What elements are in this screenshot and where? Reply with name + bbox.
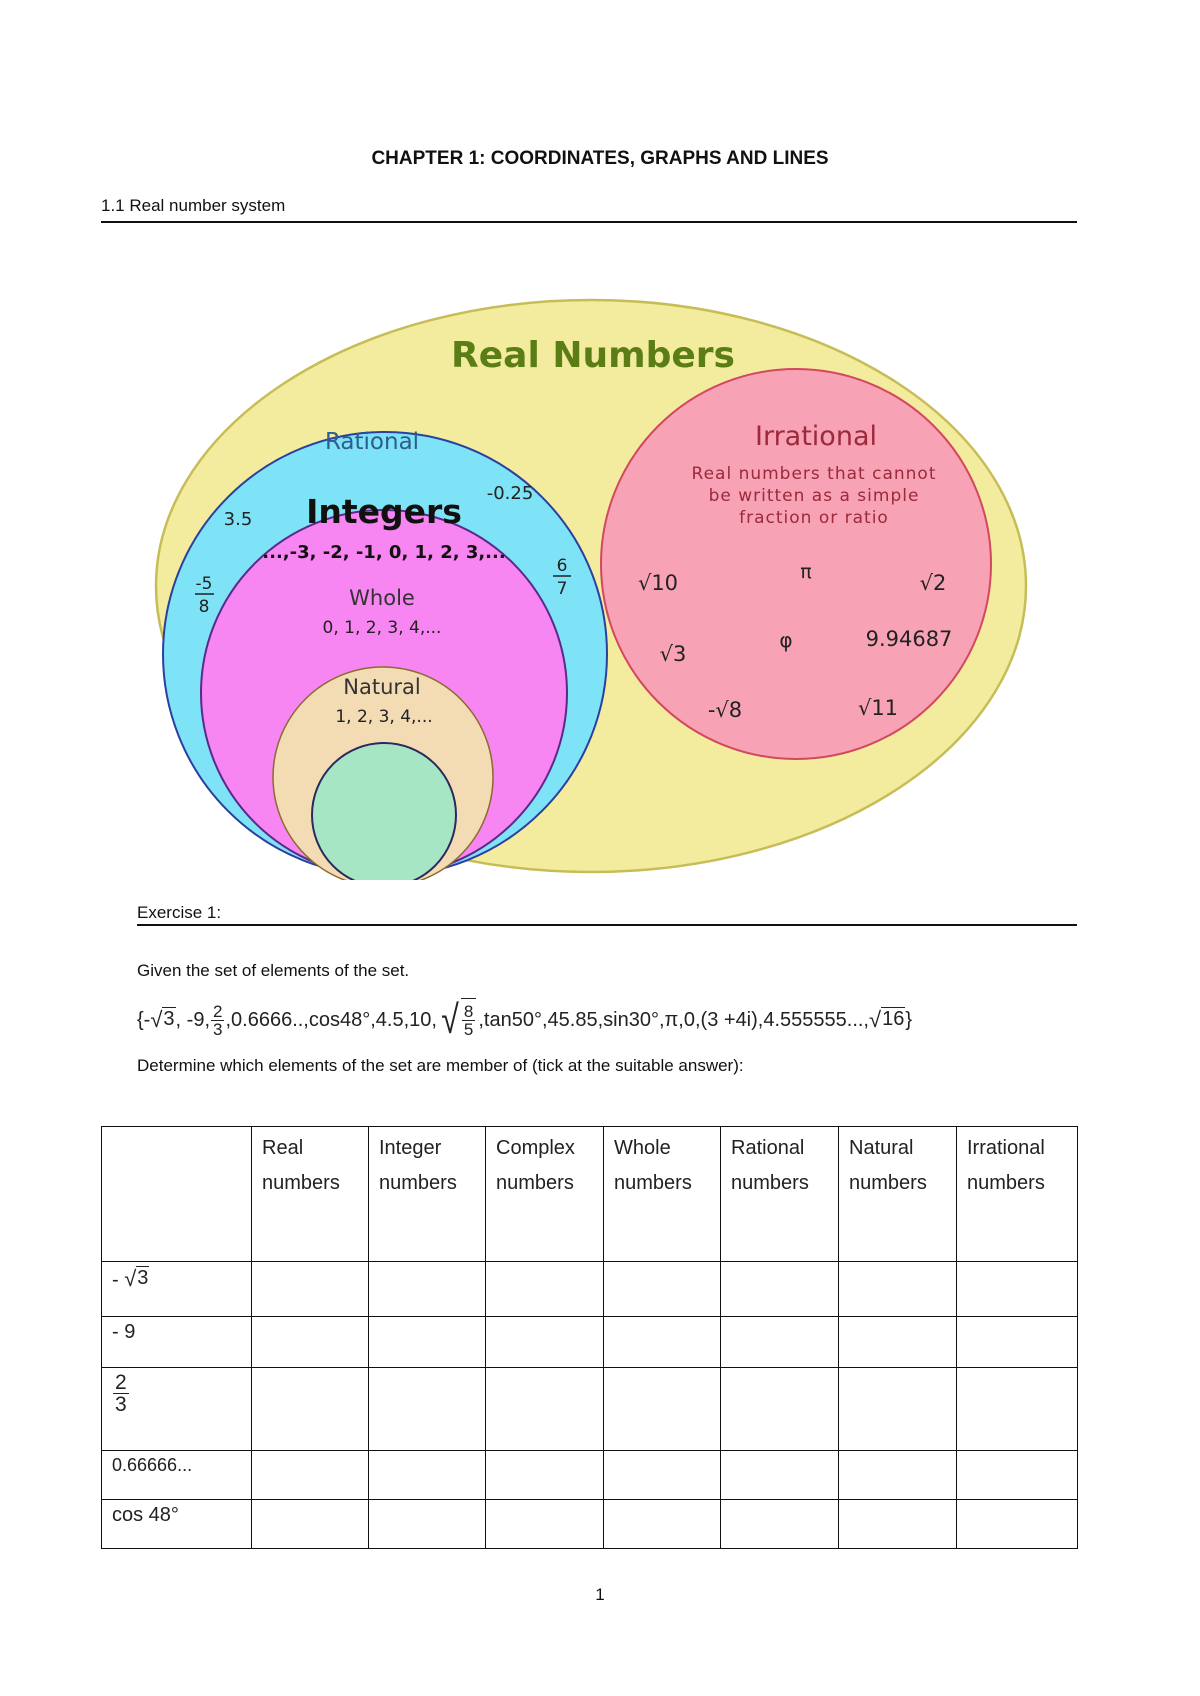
answer-cell[interactable] [486,1317,604,1368]
answer-cell[interactable] [839,1368,957,1451]
classification-table [101,1126,1078,1549]
answer-cell[interactable] [721,1262,839,1317]
answer-cell[interactable] [604,1262,721,1317]
answer-cell[interactable] [369,1500,486,1549]
exercise-rule [137,924,1077,926]
row-label-cos-48: cos 48° [102,1500,252,1549]
answer-cell[interactable] [957,1368,1078,1451]
irrational-example-neg-sqrt8: -√8 [707,698,743,722]
page-number: 1 [595,1585,605,1604]
section-heading: 1.1 Real number system [101,196,286,215]
answer-cell[interactable] [604,1368,721,1451]
row-label-0-66666: 0.66666... [102,1451,252,1500]
irrational-description-line-1: Real numbers that cannot [691,464,937,484]
set-sqrt-eight-fifths: √ $\frac{8}{5}$ [439,998,476,1042]
header-integer-numbers: Integer numbers [369,1127,486,1262]
irrational-description-line-3: fraction or ratio [739,508,889,528]
natural-title: Natural [343,675,421,699]
table-row [102,1262,1078,1317]
given-text: Given the set of elements of the set. [137,961,410,980]
answer-cell[interactable] [957,1262,1078,1317]
determine-instruction: Determine which elements of the set are member of (tick at the suitable answer): [137,1056,744,1075]
header-whole-numbers: Whole numbers [604,1127,721,1262]
integers-title: Integers [306,492,462,531]
answer-cell[interactable] [957,1317,1078,1368]
answer-cell[interactable] [721,1500,839,1549]
answer-cell[interactable] [957,1500,1078,1549]
table-row [102,1451,1078,1500]
irrational-example-sqrt10: √10 [637,571,679,595]
answer-cell[interactable] [252,1317,369,1368]
set-close: } [905,1008,913,1031]
section-rule [101,221,1077,223]
answer-cell[interactable] [369,1368,486,1451]
header-real-numbers: Real numbers [252,1127,369,1262]
table-header-row [102,1127,1078,1262]
answer-cell[interactable] [839,1500,957,1549]
real-numbers-title: Real Numbers [451,335,735,376]
set-tail-elements: ,tan50°,45.85,sin30°,π,0,(3 +4i),4.555555..., [478,1008,869,1031]
answer-cell[interactable] [252,1451,369,1500]
rational-example-3-5: 3.5 [223,509,253,530]
natural-members: 1, 2, 3, 4,... [335,707,433,727]
row-label-neg-sqrt3: - √ 3 [102,1262,252,1317]
answer-cell[interactable] [252,1368,369,1451]
answer-cell[interactable] [839,1451,957,1500]
answer-cell[interactable] [957,1451,1078,1500]
irrational-example-9-94687: 9.94687 [865,627,953,651]
answer-cell[interactable] [369,1262,486,1317]
answer-cell[interactable] [252,1262,369,1317]
irrational-example-sqrt3: √3 [659,642,687,666]
answer-cell[interactable] [721,1451,839,1500]
whole-members: 0, 1, 2, 3, 4,... [322,618,442,638]
irrational-example-sqrt2: √2 [919,571,947,595]
answer-cell[interactable] [721,1317,839,1368]
table-row [102,1317,1078,1368]
chapter-title: CHAPTER 1: COORDINATES, GRAPHS AND LINES [371,148,829,169]
rational-example-neg-0-25: -0.25 [486,483,534,504]
header-empty-cell [102,1127,252,1262]
header-irrational-numbers: Irrational numbers [957,1127,1078,1262]
answer-cell[interactable] [252,1500,369,1549]
irrational-description-line-2: be written as a simple [708,486,920,506]
set-fraction-two-thirds: $\frac{2}{3}$ [213,1001,223,1039]
answer-cell[interactable] [604,1451,721,1500]
natural-circle [312,743,456,880]
answer-cell[interactable] [369,1451,486,1500]
irrational-example-phi: φ [779,628,793,652]
rational-title: Rational [324,429,420,455]
answer-cell[interactable] [839,1262,957,1317]
rational-frac-left-den: 8 [198,597,210,617]
answer-cell[interactable] [839,1317,957,1368]
answer-cell[interactable] [721,1368,839,1451]
irrational-title: Irrational [754,421,878,452]
element-set [137,995,1087,1045]
table-row [102,1368,1078,1451]
set-after-sqrt3: , -9, [175,1008,210,1031]
rational-frac-right-den: 7 [556,579,568,599]
header-rational-numbers: Rational numbers [721,1127,839,1262]
real-number-venn-diagram [150,290,1050,880]
answer-cell[interactable] [486,1262,604,1317]
row-label-two-thirds: $\frac{2}{3}$ [102,1368,252,1451]
header-natural-numbers: Natural numbers [839,1127,957,1262]
header-complex-numbers: Complex numbers [486,1127,604,1262]
answer-cell[interactable] [486,1368,604,1451]
answer-cell[interactable] [486,1451,604,1500]
row-label-neg-9: - 9 [102,1317,252,1368]
answer-cell[interactable] [369,1317,486,1368]
irrational-example-pi: π [800,561,812,583]
irrational-example-sqrt11: √11 [857,696,899,720]
exercise-label: Exercise 1: [137,903,222,922]
set-sqrt-16: √ 16 [869,1007,905,1032]
set-middle-elements: ,0.6666..,cos48°,4.5,10, [225,1008,437,1031]
set-open: {- [137,1008,151,1031]
answer-cell[interactable] [604,1500,721,1549]
answer-cell[interactable] [486,1500,604,1549]
rational-frac-left-num: -5 [195,574,213,594]
answer-cell[interactable] [604,1317,721,1368]
set-sqrt-3: √ 3 [150,1007,175,1032]
integers-members: ...,-3, -2, -1, 0, 1, 2, 3,... [262,542,506,563]
table-row [102,1500,1078,1549]
rational-frac-right-num: 6 [556,556,568,576]
whole-title: Whole [349,586,415,610]
